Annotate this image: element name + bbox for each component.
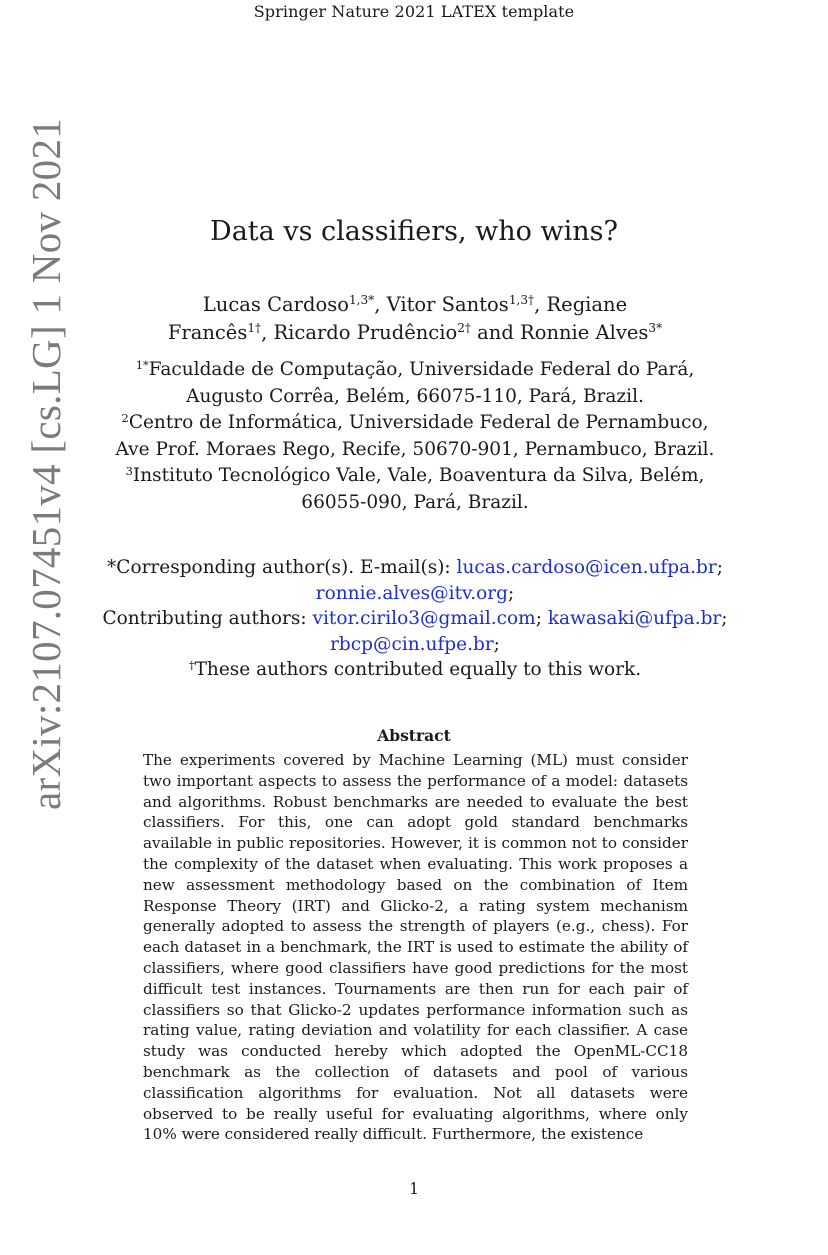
equal-contribution-text: These authors contributed equally to this work. [194,659,642,680]
author-affiliation-mark: 1† [247,321,262,336]
paper-title: Data vs classifiers, who wins? [210,216,618,247]
affiliation-text: Instituto Tecnológico Vale, Vale, Boaventura da Silva, Belém, 66055-090, Pará, Brazil. [132,465,705,513]
affiliation-item [110,410,720,463]
affiliation-text: Faculdade de Computação, Universidade Federal do Pará, Augusto Corrêa, Belém, 66075-110, Pará, Brazil. [148,359,695,407]
corresponding-authors: *Corresponding author(s). E-mail(s): lucas.cardoso@icen.ufpa.br; ronnie.alves@itv.org; [107,557,723,604]
arxiv-identifier-stamp: arXiv:2107.07451v4 [cs.LG] 1 Nov 2021 [23,117,69,810]
affiliation-text: Centro de Informática, Universidade Federal de Pernambuco, Ave Prof. Moraes Rego, Recife, 50670-901, Pernambuco, Brazil. [115,412,715,460]
contact-block [100,555,730,683]
author-name: Vitor Santos [386,293,509,316]
author-separator: , [374,293,387,316]
author-list [160,291,670,347]
abstract-text: The experiments covered by Machine Learning (ML) must consider two important aspects to assess the performance of a model: datasets and algorithms. Robust benchmarks are needed to evaluate the best classifiers. For this, one can adopt gold standard benchmarks available in public repositories. However, it is common not to consider the complexity of the dataset when evaluating. This work proposes a new assessment methodology based on the combination of Item Response Theory (IRT) and Glicko-2, a rating system mechanism generally adopted to assess the strength of players (e.g., chess). For each dataset in a benchmark, the IRT is used to estimate the ability of classifiers, where good classifiers have good predictions for the most difficult test instances. Tournaments are then run for each pair of classifiers so that Glicko-2 updates performance information such as rating value, rating deviation and volatility for each classifier. A case study was conducted hereby which adopted the OpenML-CC18 benchmark as the collection of datasets and pool of various classification algorithms for evaluation. Not all datasets were observed to be really useful for evaluating algorithms, where only 10% were considered really difficult. Furthermore, the existence [143,751,688,1144]
author-affiliation-mark: 3* [648,321,663,336]
email-link[interactable]: kawasaki@ufpa.br [547,608,722,629]
author-name: Lucas Cardoso [202,293,349,316]
author-affiliation-mark: 1,3* [348,293,375,308]
author-name: Regiane Francês [167,293,628,344]
affiliation-mark: 2 [121,410,129,425]
affiliation-item [110,357,720,410]
author-name: Ronnie Alves [520,321,649,344]
running-head: Springer Nature 2021 LATEX template [253,2,575,21]
affiliation-list [110,357,720,516]
author-name: Ricardo Prudêncio [273,321,458,344]
author-separator: and [470,321,521,344]
page-number: 1 [409,1180,419,1198]
dagger-mark: † [188,657,195,672]
author-affiliation-mark: 2† [457,321,471,336]
author-affiliation-mark: 1,3† [508,293,535,308]
email-link[interactable]: ronnie.alves@itv.org [315,582,508,604]
author-separator: , [534,293,547,316]
contributing-label: Contributing authors: [102,608,307,629]
email-link[interactable]: rbcp@cin.ufpe.br [330,633,494,655]
email-link[interactable]: vitor.cirilo3@gmail.com [312,608,536,629]
affiliation-mark: 1* [135,357,149,372]
email-link[interactable]: lucas.cardoso@icen.ufpa.br [456,557,717,578]
equal-contribution-note [100,657,730,683]
abstract-heading: Abstract [377,726,451,745]
affiliation-mark: 3 [125,463,133,478]
contributing-authors: Contributing authors: vitor.cirilo3@gmail.com; kawasaki@ufpa.br; rbcp@cin.ufpe.br; [102,608,728,655]
affiliation-item [110,463,720,516]
corresponding-label: *Corresponding author(s). E-mail(s): [107,557,451,578]
author-separator: , [261,321,274,344]
